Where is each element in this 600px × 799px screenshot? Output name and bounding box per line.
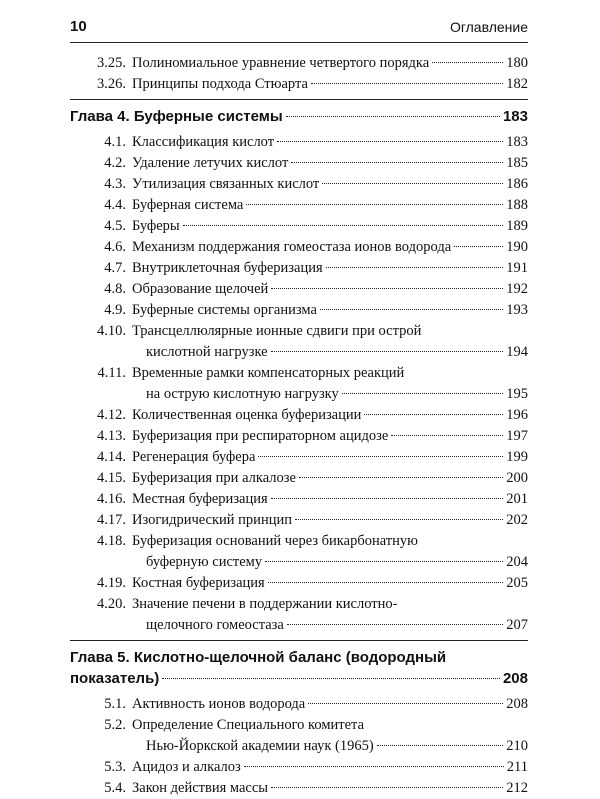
- dot-leader: [246, 204, 503, 205]
- toc-page-number: 195: [506, 386, 528, 402]
- toc-title: на острую кислотную нагрузку: [146, 386, 339, 402]
- dot-leader: [377, 745, 504, 746]
- toc-page-number: 180: [506, 55, 528, 71]
- toc-title: Определение Специального комитета: [132, 717, 364, 733]
- toc-title: Удаление летучих кислот: [132, 155, 289, 171]
- toc-page-number: 199: [506, 449, 528, 465]
- toc-title: Нью-Йоркской академии наук (1965): [146, 738, 374, 754]
- toc-title: Механизм поддержания гомеостаза ионов водорода: [132, 239, 452, 255]
- toc-number: 4.16.: [97, 491, 126, 507]
- toc-page-number: 208: [502, 670, 528, 687]
- toc-title: Полиномиальное уравнение четвертого порядка: [132, 55, 430, 71]
- toc-entry[interactable]: [70, 195, 528, 216]
- toc-entry[interactable]: [70, 489, 528, 510]
- dot-leader: [291, 162, 503, 163]
- toc-title: Местная буферизация: [132, 491, 268, 507]
- toc-entry[interactable]: [70, 258, 528, 279]
- toc-title: Костная буферизация: [132, 575, 265, 591]
- chapter-separator: [70, 640, 528, 641]
- toc-page-number: 191: [506, 260, 528, 276]
- toc-number: 5.3.: [104, 759, 126, 775]
- dot-leader: [265, 561, 503, 562]
- toc-entry[interactable]: [70, 468, 528, 489]
- toc-number: 4.9.: [104, 302, 126, 318]
- toc-title: Буферизация оснований через бикарбонатную: [132, 533, 418, 549]
- toc-title: буферную систему: [146, 554, 263, 570]
- toc-number: 4.12.: [97, 407, 126, 423]
- toc-entry[interactable]: [70, 279, 528, 300]
- toc-page-number: 211: [506, 759, 528, 775]
- toc-title: Внутриклеточная буферизация: [132, 260, 323, 276]
- dot-leader: [244, 766, 504, 767]
- toc-title: Закон действия массы: [132, 780, 269, 796]
- dot-leader: [271, 351, 504, 352]
- dot-leader: [320, 309, 503, 310]
- toc-page-number: 197: [506, 428, 528, 444]
- toc-page-number: 208: [506, 696, 528, 712]
- toc-title: Глава 5. Кислотно-щелочной баланс (водородный: [70, 649, 447, 666]
- toc-page-number: 189: [506, 218, 528, 234]
- toc-title: Буферные системы организма: [132, 302, 317, 318]
- toc-title: Изогидрический принцип: [132, 512, 292, 528]
- toc-number: 5.4.: [104, 780, 126, 796]
- toc-title: кислотной нагрузке: [146, 344, 268, 360]
- toc-page-number: 205: [506, 575, 528, 591]
- toc-entry[interactable]: [70, 405, 528, 426]
- toc-number: 5.2.: [104, 717, 126, 733]
- toc-page-number: 196: [506, 407, 528, 423]
- dot-leader: [311, 83, 503, 84]
- dot-leader: [271, 787, 503, 788]
- toc-entry[interactable]: [70, 573, 528, 594]
- toc-entry[interactable]: [70, 300, 528, 321]
- toc-number: 4.13.: [97, 428, 126, 444]
- toc-number: 4.7.: [104, 260, 126, 276]
- dot-leader: [271, 288, 503, 289]
- toc-entry[interactable]: [70, 132, 528, 153]
- toc-title: щелочного гомеостаза: [146, 617, 284, 633]
- toc-page-number: 186: [506, 176, 528, 192]
- dot-leader: [295, 519, 503, 520]
- dot-leader: [454, 246, 503, 247]
- dot-leader: [183, 225, 504, 226]
- toc-number: 4.1.: [104, 134, 126, 150]
- dot-leader: [258, 456, 503, 457]
- toc-title: Активность ионов водорода: [132, 696, 306, 712]
- toc-entry[interactable]: [70, 53, 528, 74]
- toc-title: Образование щелочей: [132, 281, 269, 297]
- toc-number: 5.1.: [104, 696, 126, 712]
- toc-number: 4.14.: [97, 449, 126, 465]
- header-rule: [70, 42, 528, 43]
- toc-entry[interactable]: [70, 757, 528, 778]
- toc-title: Глава 4. Буферные системы: [70, 108, 283, 125]
- toc-title: Временные рамки компенсаторных реакций: [132, 365, 405, 381]
- toc-number: 4.10.: [97, 323, 126, 339]
- toc-entry[interactable]: [70, 74, 528, 95]
- toc-entry[interactable]: [70, 778, 528, 799]
- toc-page-number: 192: [506, 281, 528, 297]
- running-title: Оглавление: [449, 19, 528, 35]
- toc-number: 4.5.: [104, 218, 126, 234]
- toc-number: 4.15.: [97, 470, 126, 486]
- toc-title: Трансцеллюлярные ионные сдвиги при острой: [132, 323, 422, 339]
- toc-entry[interactable]: [70, 694, 528, 715]
- dot-leader: [268, 582, 504, 583]
- toc-entry[interactable]: [70, 174, 528, 195]
- dot-leader: [277, 141, 503, 142]
- toc-number: 4.6.: [104, 239, 126, 255]
- toc-page-number: 185: [506, 155, 528, 171]
- dot-leader: [299, 477, 503, 478]
- toc-page-number: 202: [506, 512, 528, 528]
- toc-number: 4.17.: [97, 512, 126, 528]
- toc-title: Количественная оценка буферизации: [132, 407, 362, 423]
- toc-title: Регенерация буфера: [132, 449, 256, 465]
- toc-number: 4.19.: [97, 575, 126, 591]
- toc-page-number: 194: [506, 344, 528, 360]
- dot-leader: [162, 678, 500, 679]
- toc-title: Буферизация при алкалозе: [132, 470, 296, 486]
- dot-leader: [271, 498, 504, 499]
- toc-chapter[interactable]: [70, 108, 528, 129]
- toc-title: Значение печени в поддержании кислотно-: [132, 596, 398, 612]
- toc-page-number: 210: [506, 738, 528, 754]
- toc-title: Буферы: [132, 218, 180, 234]
- toc-page-number: 201: [506, 491, 528, 507]
- dot-leader: [308, 703, 503, 704]
- toc-title: Утилизация связанных кислот: [132, 176, 320, 192]
- chapter-separator: [70, 99, 528, 100]
- toc-number: 3.26.: [97, 76, 126, 92]
- toc-chapter[interactable]: [70, 649, 528, 691]
- toc-entry[interactable]: [70, 216, 528, 237]
- dot-leader: [287, 624, 503, 625]
- toc-number: 4.4.: [104, 197, 126, 213]
- toc-page-number: 200: [506, 470, 528, 486]
- toc-number: 4.20.: [97, 596, 126, 612]
- toc-entry[interactable]: [70, 237, 528, 258]
- dot-leader: [432, 62, 503, 63]
- toc-entry[interactable]: [70, 715, 528, 757]
- toc-page-number: 182: [506, 76, 528, 92]
- dot-leader: [322, 183, 503, 184]
- toc-entry[interactable]: [70, 447, 528, 468]
- page-number: 10: [70, 18, 87, 35]
- toc-title: показатель): [70, 670, 160, 687]
- toc-entry[interactable]: [70, 363, 528, 405]
- dot-leader: [326, 267, 504, 268]
- toc-entry[interactable]: [70, 594, 528, 636]
- dot-leader: [342, 393, 503, 394]
- toc-page-number: 183: [506, 134, 528, 150]
- toc-title: Ацидоз и алкалоз: [132, 759, 241, 775]
- toc-title: Классификация кислот: [132, 134, 275, 150]
- toc-title: Буферизация при респираторном ацидозе: [132, 428, 389, 444]
- toc-page-number: 212: [506, 780, 528, 796]
- toc-entry[interactable]: [70, 321, 528, 363]
- dot-leader: [364, 414, 503, 415]
- toc-page-number: 190: [506, 239, 528, 255]
- toc-entry[interactable]: [70, 153, 528, 174]
- toc-page-number: 183: [502, 108, 528, 125]
- dot-leader: [391, 435, 503, 436]
- toc-title: Принципы подхода Стюарта: [132, 76, 308, 92]
- toc-page-number: 207: [506, 617, 528, 633]
- toc-entry[interactable]: [70, 531, 528, 573]
- toc-number: 4.8.: [104, 281, 126, 297]
- toc-number: 4.2.: [104, 155, 126, 171]
- toc-number: 4.3.: [104, 176, 126, 192]
- toc-entry[interactable]: [70, 426, 528, 447]
- toc-page-number: 193: [506, 302, 528, 318]
- toc-page-number: 188: [506, 197, 528, 213]
- toc-number: 3.25.: [97, 55, 126, 71]
- dot-leader: [286, 116, 500, 117]
- toc-entry[interactable]: [70, 510, 528, 531]
- toc-number: 4.11.: [97, 365, 126, 381]
- toc-number: 4.18.: [97, 533, 126, 549]
- toc-title: Буферная система: [132, 197, 244, 213]
- toc-page-number: 204: [506, 554, 528, 570]
